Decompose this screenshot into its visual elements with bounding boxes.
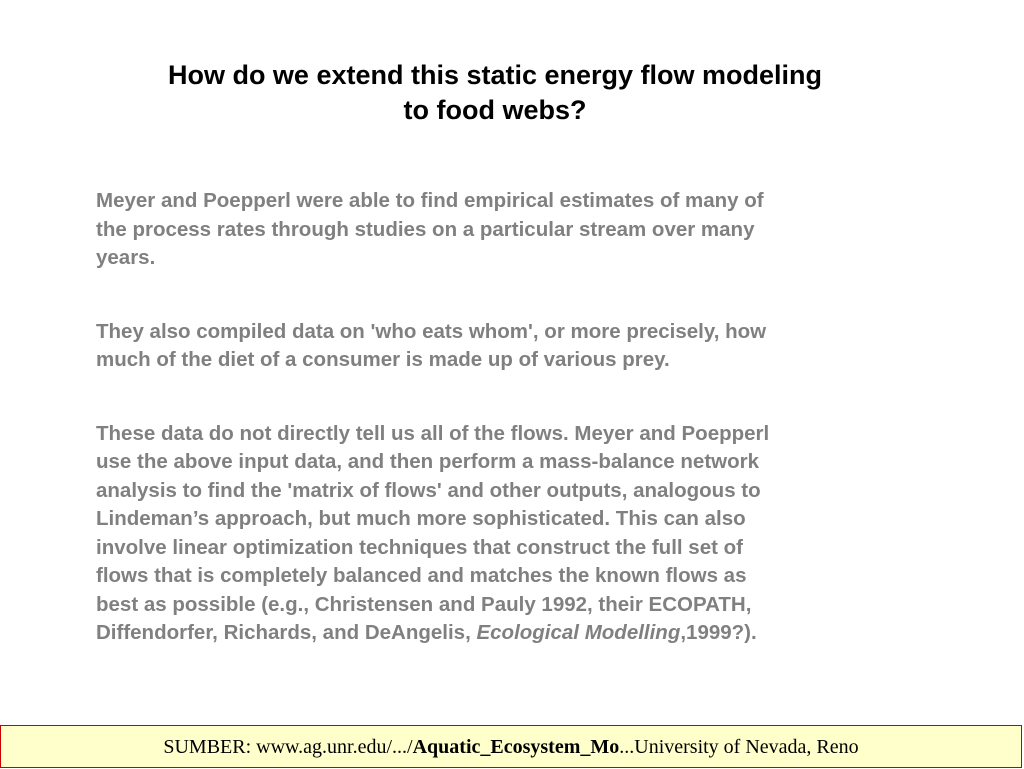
slide-body: [96, 187, 946, 693]
paragraph-1: [96, 187, 946, 273]
title-line-1: How do we extend this static energy flow modeling: [167, 60, 823, 90]
paragraph-2-line: They also compiled data on 'who eats whom', or more precisely, how: [96, 319, 767, 343]
paragraph-1-line: the process rates through studies on a particular stream over many: [96, 217, 755, 241]
citation-year: ,1999?).: [680, 621, 757, 644]
paragraph-3-line: use the above input data, and then perform a mass-balance network: [96, 450, 759, 473]
paragraph-1-line: years.: [96, 246, 156, 269]
paragraph-3-line: flows that is completely balanced and matches the known flows as: [96, 564, 747, 587]
paragraph-2: [96, 318, 946, 375]
slide-title: [70, 58, 920, 128]
paragraph-3-line: best as possible (e.g., Christensen and Pauly 1992, their ECOPATH,: [96, 592, 752, 616]
source-bold-path: Aquatic_Ecosystem_Mo: [412, 736, 620, 758]
paragraph-3-line: analysis to find the 'matrix of flows' and other outputs, analogous to: [96, 478, 761, 502]
paragraph-3-last-line: [96, 619, 946, 648]
source-suffix: ...University of Nevada, Reno: [619, 736, 859, 758]
paragraph-3-line: involve linear optimization techniques that construct the full set of: [96, 535, 743, 559]
source-prefix: SUMBER: www.ag.unr.edu/.../: [163, 736, 413, 758]
journal-name: Ecological Modelling: [476, 621, 681, 644]
citation-authors: Diffendorfer, Richards, and DeAngelis,: [96, 621, 477, 644]
title-line-2: to food webs?: [403, 95, 587, 125]
source-footer: [0, 725, 1022, 768]
paragraph-3: [96, 420, 946, 648]
paragraph-2-line: much of the diet of a consumer is made up of various prey.: [96, 348, 670, 371]
paragraph-3-line: Lindeman’s approach, but much more sophisticated. This can also: [96, 507, 746, 530]
paragraph-1-line: Meyer and Poepperl were able to find empirical estimates of many of: [96, 189, 764, 212]
paragraph-3-line: These data do not directly tell us all of the flows. Meyer and Poepperl: [96, 421, 770, 445]
